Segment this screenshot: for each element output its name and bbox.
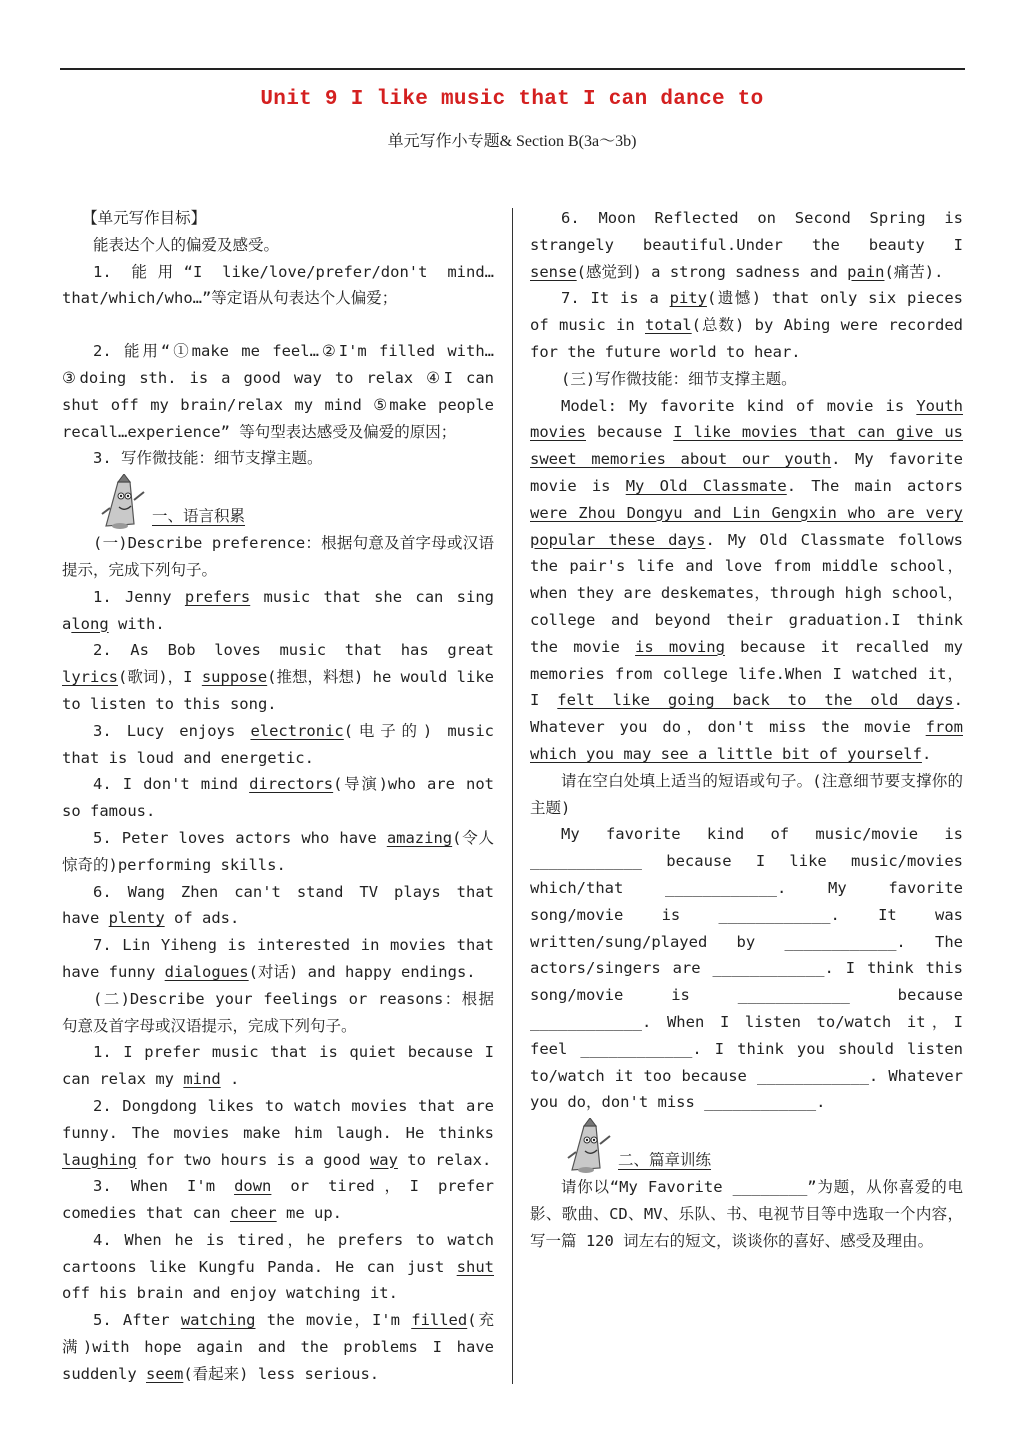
- exercise-2-3: 3. When I'm down or tired，I prefer comedies that can cheer me up.: [62, 1177, 494, 1223]
- exercise-2-1: 1. I prefer music that is quiet because I can relax my mind .: [62, 1043, 494, 1089]
- goal-3: 3. 写作微技能：细节支撑主题。: [93, 449, 323, 468]
- goal-1: 1. 能用“I like/love/prefer/don't mind…that/which/who…”等定语从句表达个人偏爱；: [62, 262, 494, 308]
- column-divider: [512, 208, 513, 1384]
- fill-in-template: My favorite kind of music/movie is ____________ because I like music/movies which/that ____________. My favorite song/movie is ____________. It was written/sung/played by ____________. The actors/singers are ____________. I think this song/movie is ____________ because ____________. When I listen to/watch it，I feel ____________. I think you should listen to/watch it too because ____________. Whatever you do，don't miss ____________.: [530, 825, 963, 1112]
- right-column: [530, 178, 963, 1254]
- exercise-2-5: 5. After watching the movie，I'm filled(充满)with hope again and the problems I have suddenly seem(看起来) less serious.: [62, 1311, 494, 1383]
- section-header: [62, 474, 494, 530]
- section-title-writing: 二、篇章训练: [618, 1151, 712, 1170]
- model-paragraph: Model: My favorite kind of movie is Youth movies because I like movies that can give us sweet memories about our youth. My favorite movie is My Old Classmate. The main actors were Zhou Dongyu and Lin Gengxin who are very popular these days. My Old Classmate follows the pair's life and love from middle school，when they are deskemates，through high school，college and beyond their graduation.I think the movie is moving because it recalled my memories from college life.When I watched it，I felt like going back to the old days. Whatever you do，don't miss the movie from which you may see a little bit of yourself.: [530, 396, 963, 763]
- pencil-mascot-icon: [98, 474, 146, 530]
- exercise-1-2: 2. As Bob loves music that has great lyrics(歌词)，I suppose(推想，料想) he would like to listen to this song.: [62, 641, 494, 713]
- exercise-1-5: 5. Peter loves actors who have amazing(令人惊奇的)performing skills.: [62, 828, 494, 874]
- exercise-1-1: 1. Jenny prefers music that she can sing along with.: [62, 587, 494, 633]
- goals-intro: 能表达个人的偏爱及感受。: [93, 235, 280, 254]
- exercise-1-7: 7. Lin Yiheng is interested in movies that have funny dialogues(对话) and happy endings.: [62, 936, 494, 981]
- exercise-2-2: 2. Dongdong likes to watch movies that are funny. The movies make him laugh. He thinks laughing for two hours is a good way to relax.: [62, 1096, 494, 1169]
- pencil-mascot-icon: [564, 1118, 612, 1174]
- goals-heading: 【单元写作目标】: [82, 209, 207, 227]
- exercise-1-4: 4. I don't mind directors(导演)who are not so famous.: [62, 775, 494, 821]
- exercise-2-4: 4. When he is tired，he prefers to watch cartoons like Kungfu Panda. He can just shut off his brain and enjoy watching it.: [62, 1230, 494, 1303]
- exercise-1-6: 6. Wang Zhen can't stand TV plays that have plenty of ads.: [62, 882, 494, 928]
- section-header: [530, 1118, 963, 1174]
- page-subtitle: 单元写作小专题& Section B(3a～3b): [387, 133, 637, 150]
- part3-instruction: (三)写作微技能：细节支撑主题。: [561, 369, 797, 388]
- section-title-language: 一、语言积累: [152, 507, 246, 526]
- task-instruction: 请在空白处填上适当的短语或句子。(注意细节要支撑你的主题): [530, 771, 963, 817]
- exercise-2-6: 6. Moon Reflected on Second Spring is strangely beautiful.Under the beauty I sense(感觉到) a strong sadness and pain(痛苦).: [530, 209, 963, 281]
- part1-instruction: (一)Describe preference：根据句意及首字母或汉语提示，完成下列句子。: [62, 534, 494, 579]
- left-column: [62, 205, 494, 1388]
- page-title: Unit 9 I like music that I can dance to: [260, 88, 764, 111]
- exercise-2-7: 7. It is a pity(遗憾) that only six pieces of music in total(总数) by Abing were recorded for the future world to hear.: [530, 289, 963, 361]
- goal-2: 2. 能用“①make me feel…②I'm filled with…③doing sth. is a good way to relax ④I can shut off my brain/relax my mind ⑤make people recall…experience” 等句型表达感受及偏爱的原因；: [62, 342, 494, 441]
- top-rule: [60, 68, 965, 70]
- writing-task: 请你以“My Favorite ________”为题，从你喜爱的电影、歌曲、CD、MV、乐队、书、电视节目等中选取一个内容，写一篇 120 词左右的短文，谈谈你的喜好、感受及理由。: [530, 1178, 963, 1250]
- exercise-1-3: 3. Lucy enjoys electronic(电子的) music that is loud and energetic.: [62, 721, 495, 767]
- part2-instruction: (二)Describe your feelings or reasons：根据句意及首字母或汉语提示，完成下列句子。: [62, 989, 494, 1035]
